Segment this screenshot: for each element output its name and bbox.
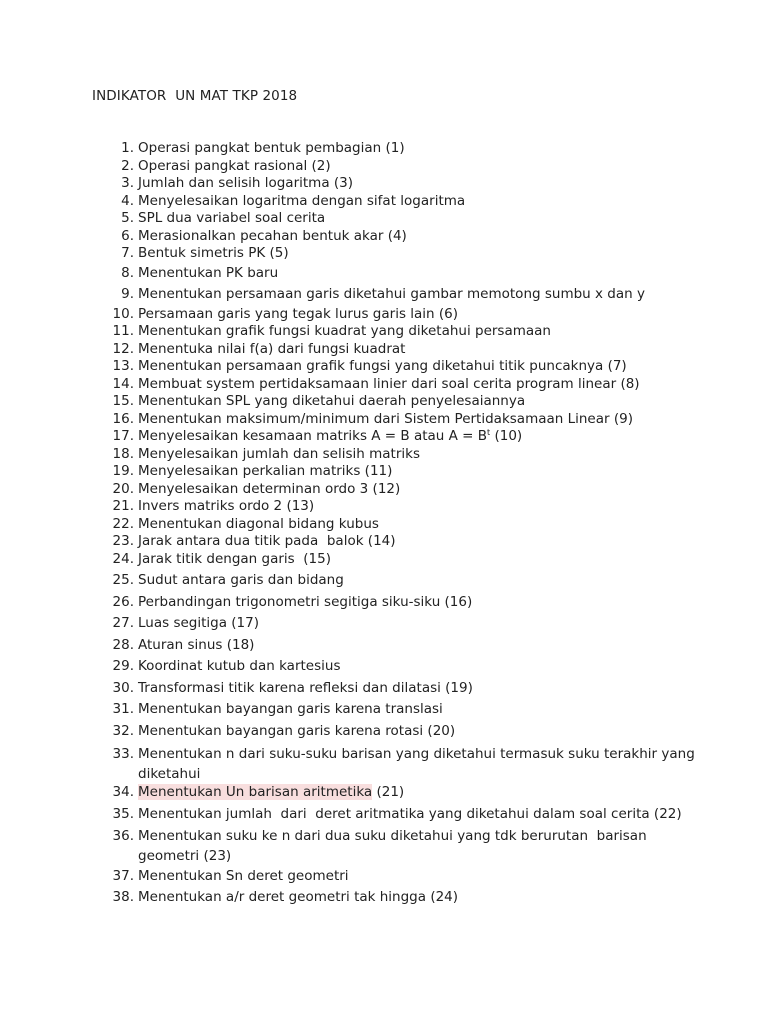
item-text: Menyelesaikan perkalian matriks (11) <box>138 463 393 479</box>
list-item: 29. Koordinat kutub dan kartesius <box>112 658 341 674</box>
list-item: 30. Transformasi titik karena refleksi dan dilatasi (19) <box>112 679 473 696</box>
list-item: 27. Luas segitiga (17) <box>112 615 259 631</box>
item-text: Menentukan persamaan grafik fungsi yang diketahui titik puncaknya (7) <box>138 358 627 374</box>
item-text: Sudut antara garis dan bidang <box>138 572 344 588</box>
list-item: 35. Menentukan jumlah dari deret aritmatika yang diketahui dalam soal cerita (22) <box>112 805 682 822</box>
item-text: SPL dua variabel soal cerita <box>138 210 326 226</box>
list-item: 21. Invers matriks ordo 2 (13) <box>112 498 315 514</box>
item-text: Menentukan SPL yang diketahui daerah penyelesaiannya <box>138 393 526 409</box>
list-item: 4. Menyelesaikan logaritma dengan sifat logaritma <box>121 192 466 209</box>
item-text: Menentukan suku ke n dari dua suku diketahui yang tdk berurutan barisan geometri (23) <box>138 827 651 864</box>
item-text: Jumlah dan selisih logaritma (3) <box>138 175 354 191</box>
item-text: Transformasi titik karena refleksi dan dilatasi (19) <box>138 679 473 696</box>
item-text: Menentukan PK baru <box>138 264 279 281</box>
item-text: Menentukan Sn deret geometri <box>138 867 349 884</box>
item-text: Menentukan a/r deret geometri tak hingga (24) <box>138 889 459 905</box>
list-item: 32. Menentukan bayangan garis karena rotasi (20) <box>112 722 456 739</box>
indicator-list <box>0 140 768 907</box>
item-text: Menentukan grafik fungsi kuadrat yang diketahui persamaan <box>138 323 551 339</box>
list-item: 17. Menyelesaikan kesamaan matriks A = B atau $A = B^t$ (10) <box>112 428 523 444</box>
list-item: 24. Jarak titik dengan garis (15) <box>112 550 331 567</box>
list-item: 10. Persamaan garis yang tegak lurus garis lain (6) <box>112 305 459 322</box>
item-text: Menyelesaikan determinan ordo 3 (12) <box>138 480 401 497</box>
list-item: 26. Perbandingan trigonometri segitiga siku-siku (16) <box>112 593 473 610</box>
item-text: Perbandingan trigonometri segitiga siku-siku (16) <box>138 593 473 610</box>
list-item: 14. Membuat system pertidaksamaan linier dari soal cerita program linear (8) <box>112 375 640 392</box>
list-item: 9. Menentukan persamaan garis diketahui gambar memotong sumbu x dan y <box>121 286 645 302</box>
item-text: Menyelesaikan logaritma dengan sifat logaritma <box>138 192 466 209</box>
item-text: Menentukan maksimum/minimum dari Sistem Pertidaksamaan Linear (9) <box>138 410 633 427</box>
list-item: 38. Menentukan a/r deret geometri tak hingga (24) <box>112 889 459 905</box>
list-item: 22. Menentukan diagonal bidang kubus <box>112 515 379 532</box>
list-item: 28. Aturan sinus (18) <box>112 636 255 653</box>
item-text: Menentukan persamaan garis diketahui gambar memotong sumbu x dan y <box>138 286 645 302</box>
item-text: Operasi pangkat rasional (2) <box>138 157 331 174</box>
item-text: Menentuka nilai f(a) dari fungsi kuadrat <box>138 340 406 357</box>
list-item: 31. Menentukan bayangan garis karena translasi <box>112 701 443 717</box>
item-text: Menentukan diagonal bidang kubus <box>138 515 379 532</box>
list-item: 12. Menentuka nilai f(a) dari fungsi kuadrat <box>112 340 406 357</box>
item-text: Menyelesaikan jumlah dan selisih matriks <box>138 445 420 462</box>
list-item: 15. Menentukan SPL yang diketahui daerah penyelesaiannya <box>112 393 526 409</box>
list-item: 20. Menyelesaikan determinan ordo 3 (12) <box>112 480 401 497</box>
list-item: 37. Menentukan Sn deret geometri <box>112 867 349 884</box>
item-text: Persamaan garis yang tegak lurus garis lain (6) <box>138 305 459 322</box>
highlighted-text: Menentukan Un barisan aritmetika <box>138 784 373 800</box>
list-item: 34. Menentukan Un barisan aritmetika (21) <box>112 784 405 800</box>
list-item: 36. Menentukan suku ke n dari dua suku diketahui yang tdk berurutan barisan geometri (23) <box>112 827 651 864</box>
item-text: Merasionalkan pecahan bentuk akar (4) <box>138 227 407 244</box>
item-text: Menentukan jumlah dari deret aritmatika yang diketahui dalam soal cerita (22) <box>138 805 682 822</box>
item-text: Menentukan bayangan garis karena rotasi (20) <box>138 722 456 739</box>
list-item: 18. Menyelesaikan jumlah dan selisih matriks <box>112 445 420 462</box>
list-item: 16. Menentukan maksimum/minimum dari Sistem Pertidaksamaan Linear (9) <box>112 410 633 427</box>
item-text: Invers matriks ordo 2 (13) <box>138 498 315 514</box>
list-item: 7. Bentuk simetris PK (5) <box>121 245 289 261</box>
item-text: Jarak titik dengan garis (15) <box>138 550 331 567</box>
item-text: Bentuk simetris PK (5) <box>138 245 289 261</box>
list-item: 8. Menentukan PK baru <box>121 264 279 281</box>
list-item: 25. Sudut antara garis dan bidang <box>112 572 344 588</box>
list-item: 1. Operasi pangkat bentuk pembagian (1) <box>121 140 405 156</box>
item-text: Menentukan n dari suku-suku barisan yang diketahui termasuk suku terakhir yang diketahui <box>138 746 700 782</box>
list-item: 13. Menentukan persamaan grafik fungsi yang diketahui titik puncaknya (7) <box>112 358 627 374</box>
list-item: 2. Operasi pangkat rasional (2) <box>121 157 331 174</box>
list-item: 19. Menyelesaikan perkalian matriks (11) <box>112 463 393 479</box>
list-item: 3. Jumlah dan selisih logaritma (3) <box>121 175 354 191</box>
list-item: 5. SPL dua variabel soal cerita <box>121 210 326 226</box>
item-text: Membuat system pertidaksamaan linier dari soal cerita program linear (8) <box>138 375 640 392</box>
item-text: Koordinat kutub dan kartesius <box>138 658 341 674</box>
item-text: Luas segitiga (17) <box>138 615 259 631</box>
list-item: 11. Menentukan grafik fungsi kuadrat yang diketahui persamaan <box>112 323 551 339</box>
list-item: 33. Menentukan n dari suku-suku barisan yang diketahui termasuk suku terakhir yang diketahui <box>112 746 700 782</box>
list-item: 6. Merasionalkan pecahan bentuk akar (4) <box>121 227 407 244</box>
list-item: 23. Jarak antara dua titik pada balok (14) <box>112 533 396 549</box>
item-text: Aturan sinus (18) <box>138 636 255 653</box>
item-text: Operasi pangkat bentuk pembagian (1) <box>138 140 405 156</box>
document-title: INDIKATOR UN MAT TKP 2018 <box>92 88 298 104</box>
transpose-superscript: t <box>487 428 491 437</box>
item-text: Menentukan Un barisan aritmetika (21) <box>138 784 405 800</box>
item-text: Menentukan bayangan garis karena translasi <box>138 701 443 717</box>
item-text: Jarak antara dua titik pada balok (14) <box>138 533 396 549</box>
item-text: Menyelesaikan kesamaan matriks A = B atau $A = B^t$ (10) <box>138 428 523 444</box>
